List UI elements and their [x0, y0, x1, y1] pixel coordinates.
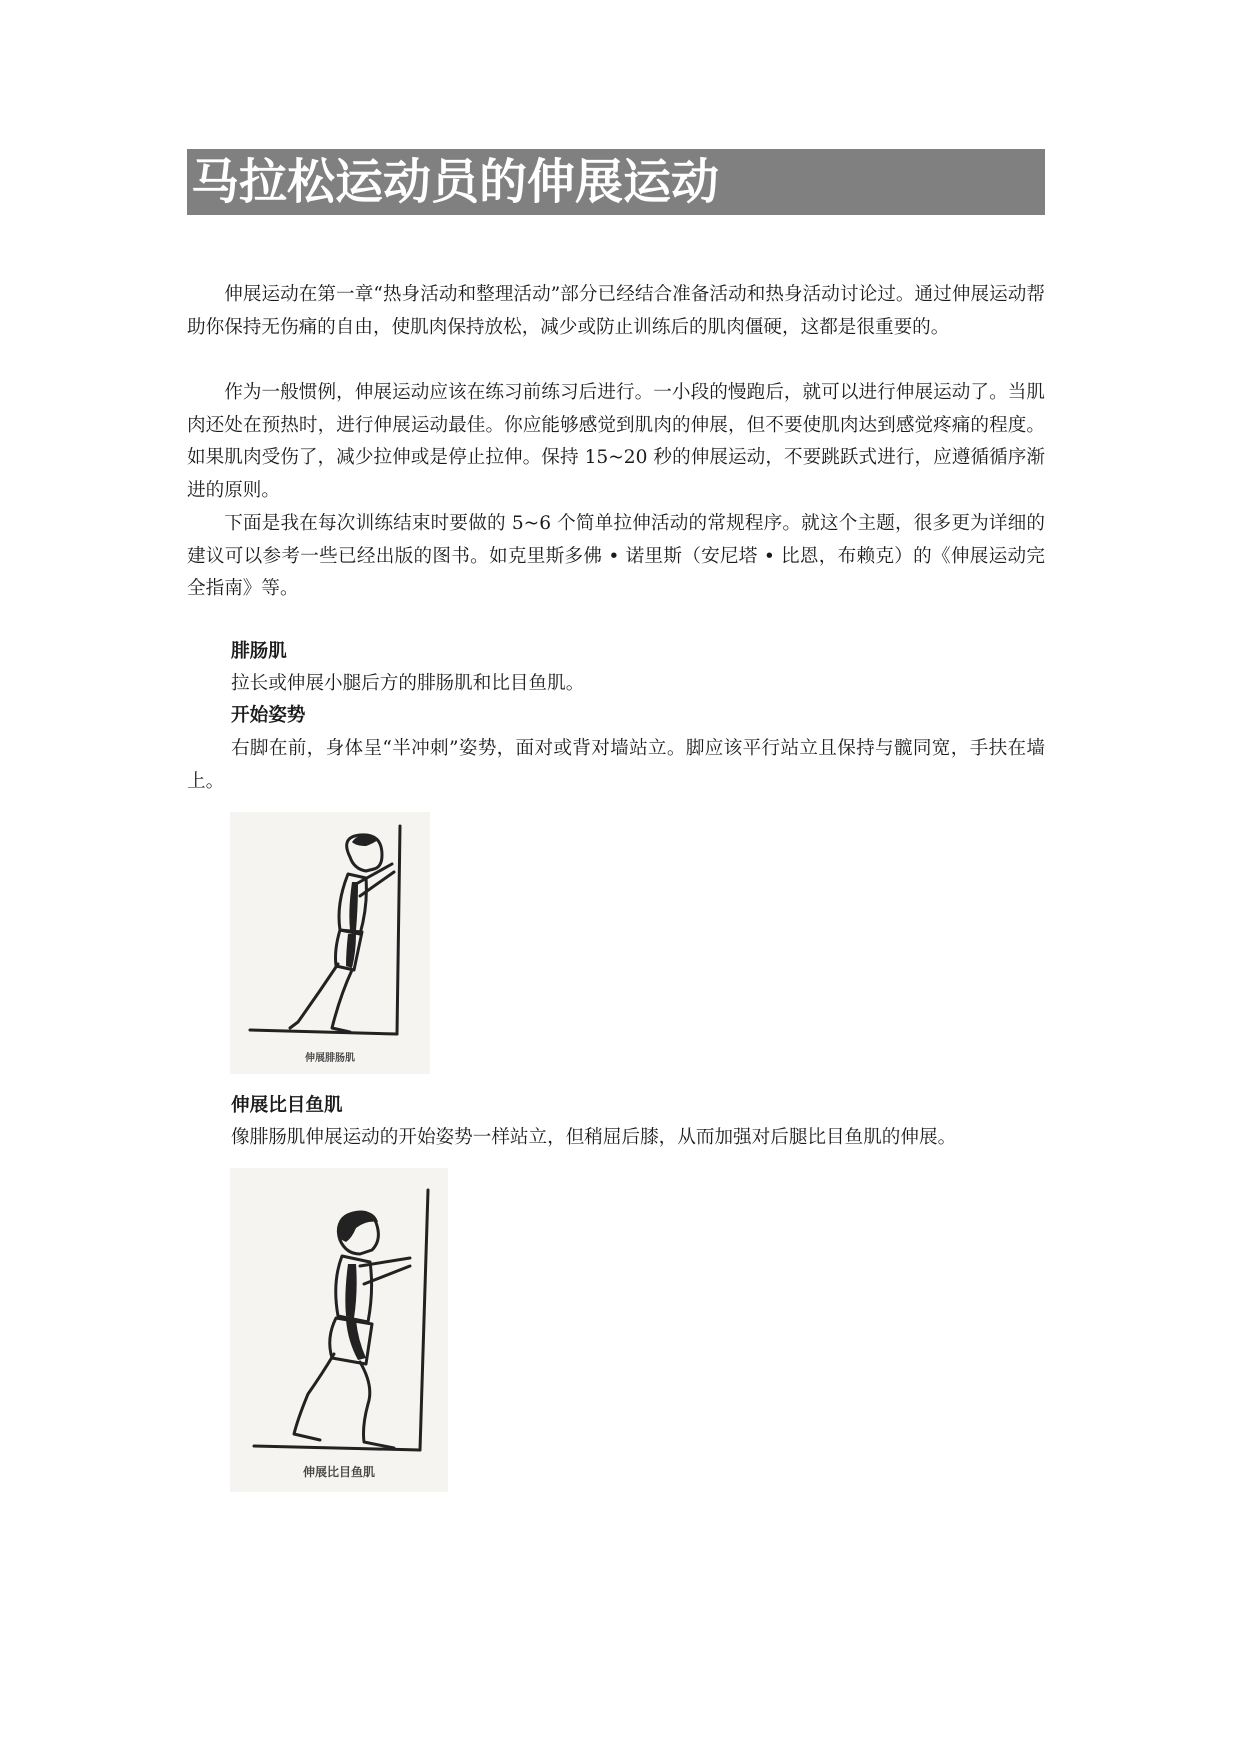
figure-soleus-stretch: [230, 1168, 448, 1492]
start-position-text: 右脚在前，身体呈“半冲刺”姿势，面对或背对墙站立。脚应该平行站立且保持与髋同宽，手扶在墙上。: [187, 738, 1045, 792]
gastrocnemius-description: 拉长或伸展小腿后方的腓肠肌和比目鱼肌。: [231, 673, 585, 694]
section-heading-gastrocnemius: 腓肠肌: [231, 641, 287, 662]
intro-paragraph-2: 作为一般惯例，伸展运动应该在练习前练习后进行。一小段的慢跑后，就可以进行伸展运动了。当肌肉还处在预热时，进行伸展运动最佳。你应能够感觉到肌肉的伸展，但不要使肌肉达到感觉疼痛的程度。如果肌肉受伤了，减少拉伸或是停止拉伸。保持 15~20 秒的伸展运动，不要跳跃式进行，应遵循循序渐进的原则。: [187, 382, 1045, 501]
figure-caption-soleus: 伸展比目鱼肌: [302, 1465, 375, 1479]
intro-paragraph-3: 下面是我在每次训练结束时要做的 5~6 个简单拉伸活动的常规程序。就这个主题，很多更为详细的建议可以参考一些已经出版的图书。如克里斯多佛 • 诺里斯（安尼塔 • 比恩，布赖克）的《伸展运动完全指南》等。: [187, 513, 1045, 600]
section-heading-soleus: 伸展比目鱼肌: [231, 1095, 343, 1116]
intro-paragraph-1: 伸展运动在第一章“热身活动和整理活动”部分已经结合准备活动和热身活动讨论过。通过伸展运动帮助你保持无伤痛的自由，使肌肉保持放松，减少或防止训练后的肌肉僵硬，这都是很重要的。: [187, 284, 1045, 338]
stretch-illustration-icon: [230, 1168, 448, 1492]
figure-caption-gastrocnemius: 伸展腓肠肌: [305, 1053, 355, 1064]
soleus-description: 像腓肠肌伸展运动的开始姿势一样站立，但稍屈后膝，从而加强对后腿比目鱼肌的伸展。: [231, 1127, 957, 1148]
subheading-start-position: 开始姿势: [231, 705, 306, 726]
figure-gastrocnemius-stretch: [230, 812, 430, 1074]
page-title: 马拉松运动员的伸展运动: [191, 154, 720, 210]
title-banner: [187, 149, 1045, 215]
stretch-illustration-icon: [230, 812, 430, 1074]
